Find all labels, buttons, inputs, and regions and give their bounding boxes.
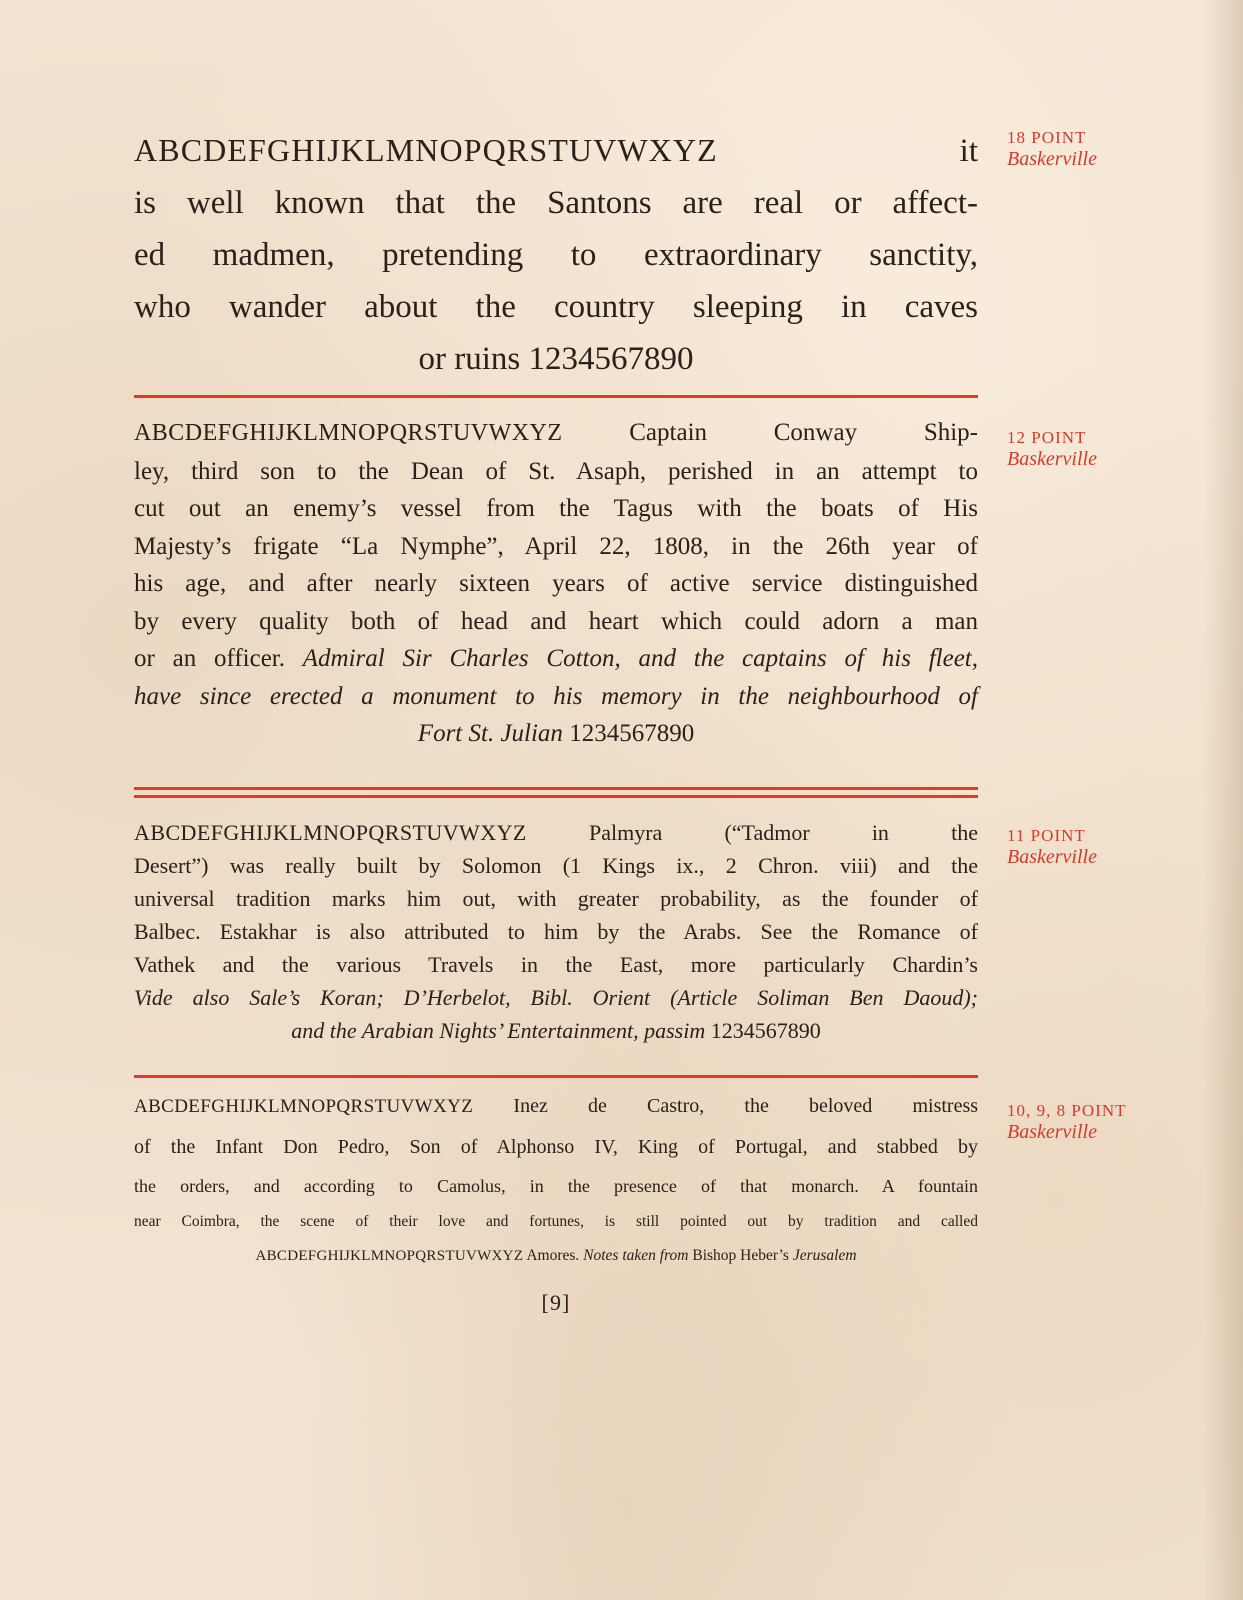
specimen-line: and the Arabian Nights’ Entertainment, passim 1234567890 [291, 1018, 821, 1043]
specimen-line: Balbec. Estakhar is also attributed to him by the Arabs. See the Romance of [134, 919, 978, 944]
typeface-name: Baskerville [1007, 447, 1097, 470]
red-double-rule-bottom [134, 795, 978, 798]
point-size: 10, 9, 8 POINT [1007, 1101, 1127, 1120]
specimen-line: ABCDEFGHIJKLMNOPQRSTUVWXYZ Inez de Castro, the beloved mistress [134, 1095, 979, 1117]
specimen-10-9-8-point [134, 1086, 978, 1273]
specimen-11-point [134, 816, 978, 1047]
typeface-name: Baskerville [1007, 147, 1097, 170]
specimen-line: Vathek and the various Travels in the East, more particularly Chardin’s [134, 952, 978, 977]
specimen-line: universal tradition marks him out, with greater probability, as the founder of [134, 886, 978, 911]
size-label-18 [1007, 128, 1097, 171]
specimen-line: Desert”) was really built by Solomon (1 Kings ix., 2 Chron. viii) and the [134, 853, 978, 878]
size-label-10-9-8 [1007, 1101, 1127, 1144]
specimen-line: Majesty’s frigate “La Nymphe”, April 22, 1808, in the 26th year of [134, 532, 978, 560]
specimen-line: ley, third son to the Dean of St. Asaph, perished in an attempt to [134, 457, 978, 485]
specimen-line: Vide also Sale’s Koran; D’Herbelot, Bibl. Orient (Article Soliman Ben Daoud); [134, 985, 978, 1010]
red-rule [134, 395, 978, 398]
specimen-line: by every quality both of head and heart which could adorn a man [134, 607, 978, 635]
point-size: 18 POINT [1007, 128, 1087, 147]
specimen-12-point [134, 414, 978, 753]
typeface-name: Baskerville [1007, 1120, 1097, 1143]
point-size: 12 POINT [1007, 428, 1087, 447]
specimen-line: of the Infant Don Pedro, Son of Alphonso IV, King of Portugal, and stabbed by [134, 1136, 978, 1158]
alphabet-caps: ABCDEFGHIJKLMNOPQRSTUVWXYZ [134, 1096, 474, 1117]
specimen-18-point [134, 124, 978, 385]
point-size: 11 POINT [1007, 826, 1086, 845]
specimen-line: have since erected a monument to his memory in the neighbourhood of [134, 682, 978, 710]
typeface-name: Baskerville [1007, 845, 1097, 868]
alphabet-caps: ABCDEFGHIJKLMNOPQRSTUVWXYZ [134, 420, 563, 446]
red-double-rule-top [134, 787, 978, 790]
specimen-line: ABCDEFGHIJKLMNOPQRSTUVWXYZ Palmyra (“Tadmor in the [134, 820, 978, 845]
specimen-line: or an officer. Admiral Sir Charles Cotton, and the captains of his fleet, [134, 645, 978, 672]
page-edge-shadow [1203, 0, 1243, 1600]
specimen-line: ABCDEFGHIJKLMNOPQRSTUVWXYZ Captain Conway Ship- [134, 419, 978, 446]
specimen-line: ABCDEFGHIJKLMNOPQRSTUVWXYZ it [134, 132, 978, 169]
size-label-12 [1007, 428, 1097, 471]
alphabet-caps: ABCDEFGHIJKLMNOPQRSTUVWXYZ [255, 1248, 524, 1264]
specimen-line: cut out an enemy’s vessel from the Tagus with the boats of His [134, 495, 978, 522]
specimen-line: his age, and after nearly sixteen years of active service distinguished [134, 570, 978, 597]
size-label-11 [1007, 826, 1097, 869]
alphabet-caps: ABCDEFGHIJKLMNOPQRSTUVWXYZ [134, 132, 718, 168]
specimen-line: ed madmen, pretending to extraordinary sanctity, [134, 237, 978, 273]
specimen-line: or ruins 1234567890 [418, 341, 694, 377]
alphabet-caps: ABCDEFGHIJKLMNOPQRSTUVWXYZ [134, 820, 527, 845]
specimen-line: is well known that the Santons are real or affect- [134, 185, 978, 221]
specimen-line: ABCDEFGHIJKLMNOPQRSTUVWXYZ Amores. Notes taken from Bishop Heber’s Jerusalem [255, 1247, 857, 1264]
specimen-line: near Coimbra, the scene of their love and fortunes, is still pointed out by tradition and called [134, 1213, 978, 1230]
specimen-line: Fort St. Julian 1234567890 [417, 720, 695, 747]
red-rule [134, 1075, 978, 1078]
specimen-line: who wander about the country sleeping in caves [134, 289, 978, 325]
specimen-line: the orders, and according to Camolus, in the presence of that monarch. A fountain [134, 1176, 978, 1196]
page-number: [9] [541, 1290, 571, 1315]
